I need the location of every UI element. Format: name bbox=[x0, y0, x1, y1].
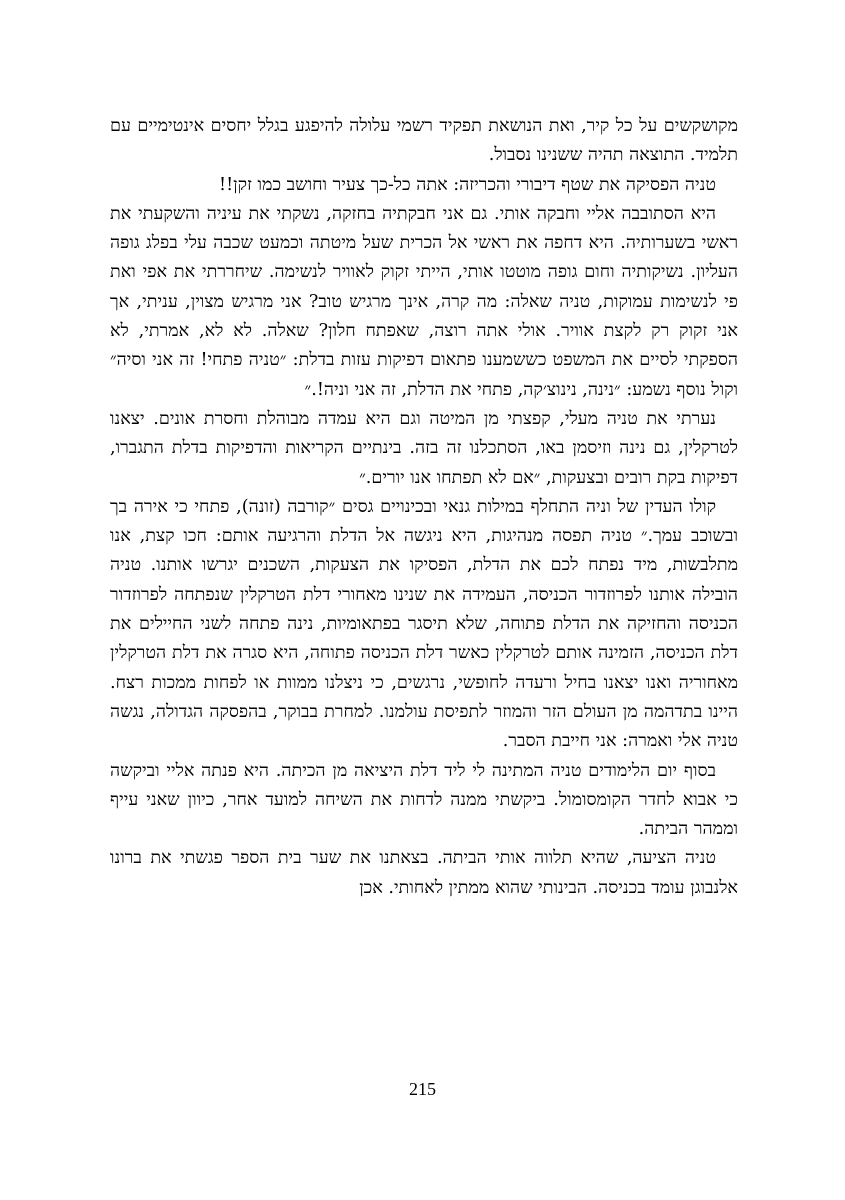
paragraph-7: טניה הציעה, שהיא תלווה אותי הביתה. בצאתנו את שער בית הספר פגשתי את ברונו אלנבוגן עומד בכניסה. הבינותי שהוא ממתין לאחותי. אכן bbox=[110, 848, 738, 898]
body-text bbox=[110, 112, 738, 903]
page-number: 215 bbox=[409, 1079, 436, 1099]
paragraph-1: מקושקשים על כל קיר, ואת הנושאת תפקיד רשמי עלולה להיפגע בגלל יחסים אינטימיים עם תלמיד. התוצאה תהיה ששנינו נסבול. bbox=[110, 116, 738, 166]
paragraph-2: טניה הפסיקה את שטף דיבורי והכריזה: אתה כל-כך צעיר וחושב כמו זקן!! bbox=[219, 174, 716, 195]
paragraph-4: נערתי את טניה מעלי, קפצתי מן המיטה וגם היא עמדה מבוהלת וחסרת אונים. יצאנו לטרקלין, גם נינה וזיסמן באו, הסתכלנו זה בזה. בינתיים הקריאות והדפיקות בדלת התגברו, דפיקות בקת רובים ובצעקות, ״אם לא תפתחו אנו יורים.״ bbox=[110, 408, 738, 488]
paragraph-6: בסוף יום הלימודים טניה המתינה לי ליד דלת היציאה מן הכיתה. היא פנתה אליי וביקשה כי אבוא לחדר הקומסומול. ביקשתי ממנה לדחות את השיחה למועד אחר, כיוון שאני עייף וממהר הביתה. bbox=[110, 760, 738, 840]
paragraph-3: היא הסתובבה אליי וחבקה אותי. גם אני חבקתיה בחזקה, נשקתי את עיניה והשקעתי את ראשי בשערותיה. היא דחפה את ראשי אל הכרית שעל מיטתה וכמעט שכבה עלי בפלג גופה העליון. נשיקותיה וחום גופה מוטטו אותי, הייתי זקוק לאוויר לנשימה. שיחררתי את אפי ואת פי לנשימות עמוקות, טניה שאלה: מה קרה, אינך מרגיש טוב? אני מרגיש מצוין, עניתי, אך אני זקוק רק לקצת אוויר. אולי אתה רוצה, שאפתח חלון? שאלה. לא לא, אמרתי, לא הספקתי לסיים את המשפט כששמענו פתאום דפיקות עזות בדלת: ״טניה פתחי! זה אני וסיה״ וקול נוסף נשמע: ״נינה, נינוצ׳קה, פתחי את הדלת, זה אני וניה!.״ bbox=[110, 203, 738, 400]
paragraph-5: קולו העדין של וניה התחלף במילות גנאי ובכינויים גסים ״קורבה (זונה), פתחי כי אירה בך ובשוכב עמך.״ טניה תפסה מנהיגות, היא ניגשה אל הדלת והרגיעה אותם: חכו קצת, אנו מתלבשות, מיד נפתח לכם את הדלת, הפסיקו את הצעקות, השכנים יגרשו אותנו. טניה הובילה אותנו לפרוזדור הכניסה, העמידה את שנינו מאחורי דלת הטרקלין שנפתחה לפרוזדור הכניסה והחזיקה את הדלת פתוחה, שלא תיסגר בפתאומיות, נינה פתחה לשני החיילים את דלת הכניסה, הזמינה אותם לטרקלין כאשר דלת הכניסה פתוחה, היא סגרה את דלת הטרקלין מאחוריה ואנו יצאנו בחיל ורעדה לחופשי, נרגשים, כי ניצלנו ממוות או לפחות ממכות רצח. היינו בתדהמה מן העולם הזר והמוזר לתפיסת עולמנו. למחרת בבוקר, בהפסקה הגדולה, נגשה טניה אלי ואמרה: אני חייבת הסבר. bbox=[110, 496, 738, 752]
